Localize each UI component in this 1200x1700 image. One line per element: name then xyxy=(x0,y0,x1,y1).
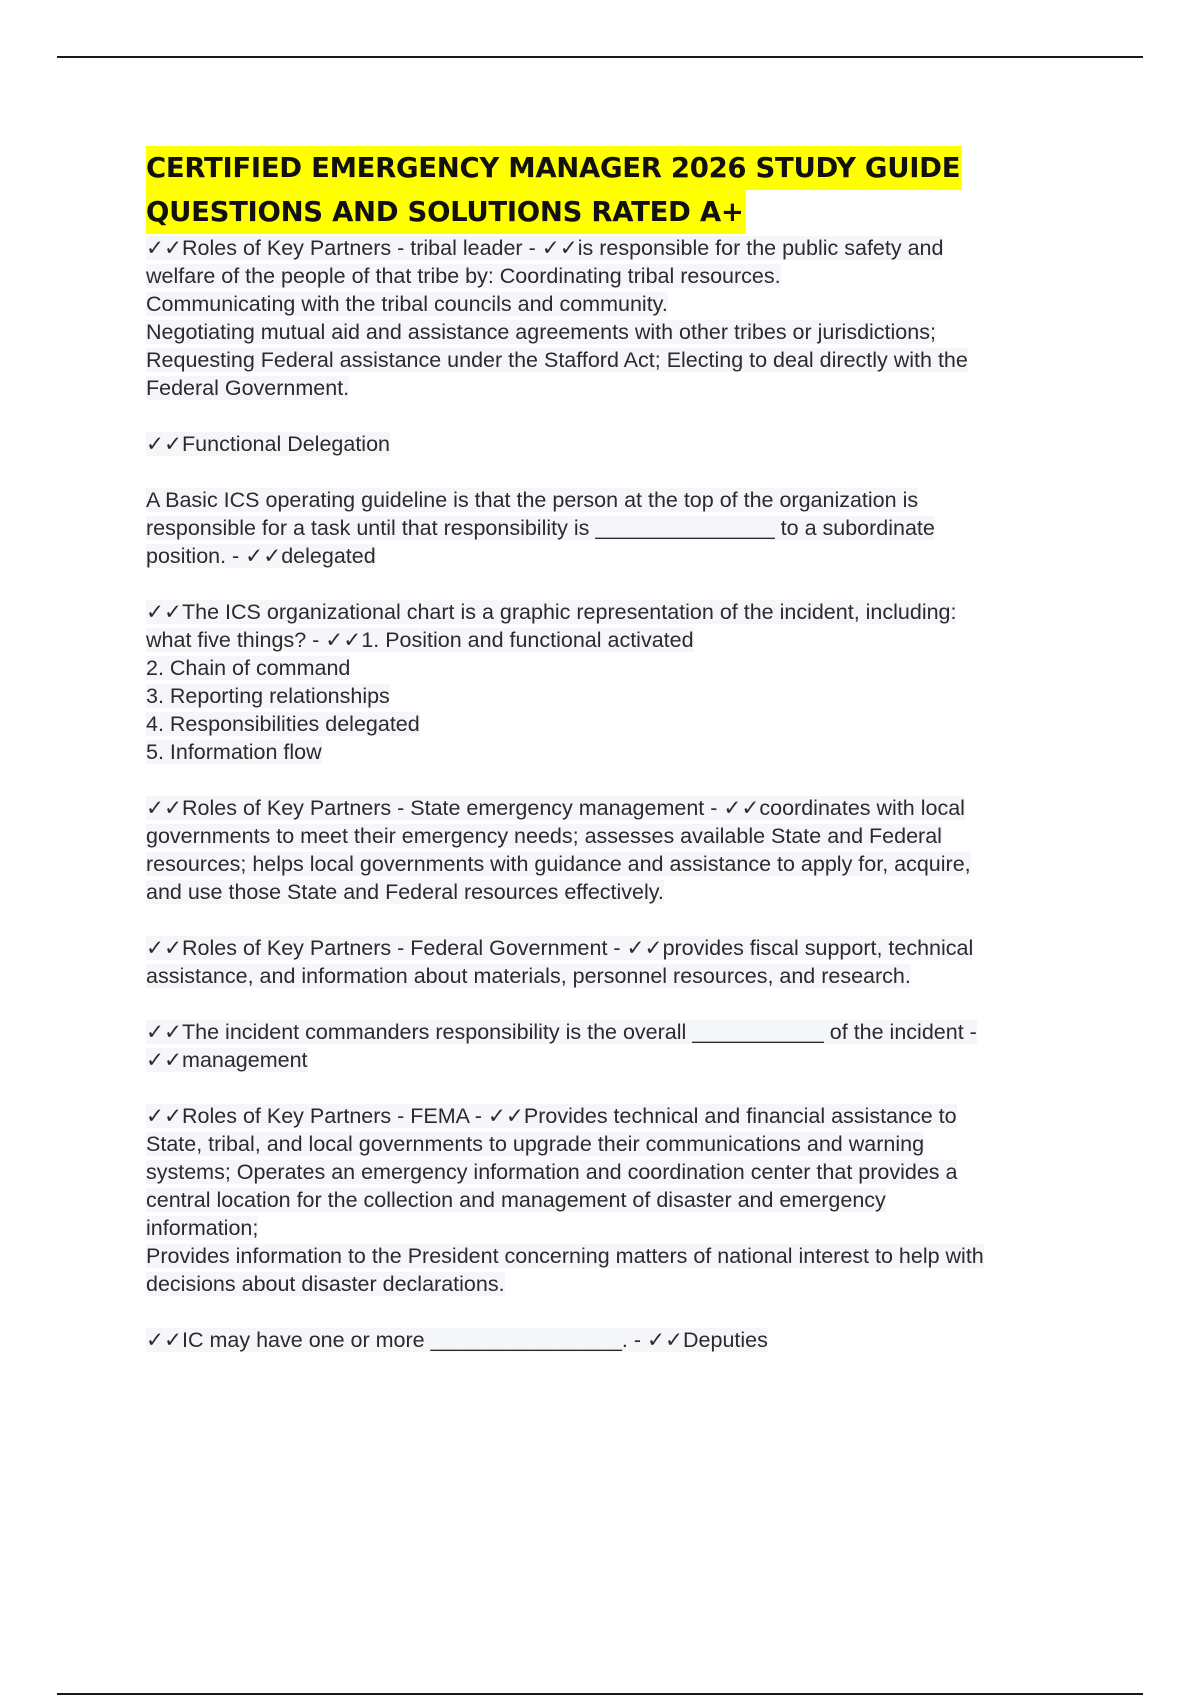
document-title xyxy=(146,146,1106,234)
top-rule xyxy=(57,56,1143,58)
qa-item-basic-ics-guideline: A Basic ICS operating guideline is that the person at the top of the organization is responsible for a task until that responsibility is _______________ to a subordinate position. - ✓✓delegated xyxy=(146,488,935,568)
title-line-1: CERTIFIED EMERGENCY MANAGER 2026 STUDY GUIDE xyxy=(146,146,962,190)
qa-item-state-emergency-management: ✓✓Roles of Key Partners - State emergency management - ✓✓coordinates with local governments to meet their emergency needs; assesses available State and Federal resources; helps local governments with guidance and assistance to apply for, acquire, and use those State and Federal resources effectively. xyxy=(146,796,971,904)
qa-item-ic-deputies: ✓✓IC may have one or more ________________. - ✓✓Deputies xyxy=(146,1328,768,1352)
qa-item-tribal-leader: ✓✓Roles of Key Partners - tribal leader - ✓✓is responsible for the public safety and welfare of the people of that tribe by: Coordinating tribal resources. Communicating with the tribal councils and community. Negotiating mutual aid and assistance agreements with other tribes or jurisdictions; Requesting Federal assistance under the Stafford Act; Electing to deal directly with the Federal Government. xyxy=(146,236,968,400)
bottom-rule xyxy=(57,1693,1143,1695)
qa-item-ics-org-chart: ✓✓The ICS organizational chart is a graphic representation of the incident, including: what five things? - ✓✓1. Position and functional activated 2. Chain of command 3. Reporting relationships 4. Responsibilities delegated 5. Information flow xyxy=(146,600,957,764)
document-body xyxy=(146,146,1106,1354)
qa-item-federal-government: ✓✓Roles of Key Partners - Federal Government - ✓✓provides fiscal support, technical assistance, and information about materials, personnel resources, and research. xyxy=(146,936,974,988)
qa-item-incident-commander: ✓✓The incident commanders responsibility is the overall ___________ of the incident - ✓✓management xyxy=(146,1020,977,1072)
qa-item-fema: ✓✓Roles of Key Partners - FEMA - ✓✓Provides technical and financial assistance to State, tribal, and local governments to upgrade their communications and warning systems; Operates an emergency information and coordination center that provides a central location for the collection and management of disaster and emergency information; Provides information to the President concerning matters of national interest to help with decisions about disaster declarations. xyxy=(146,1104,984,1296)
qa-item-functional-delegation: ✓✓Functional Delegation xyxy=(146,432,390,456)
title-line-2: QUESTIONS AND SOLUTIONS RATED A+ xyxy=(146,190,746,234)
